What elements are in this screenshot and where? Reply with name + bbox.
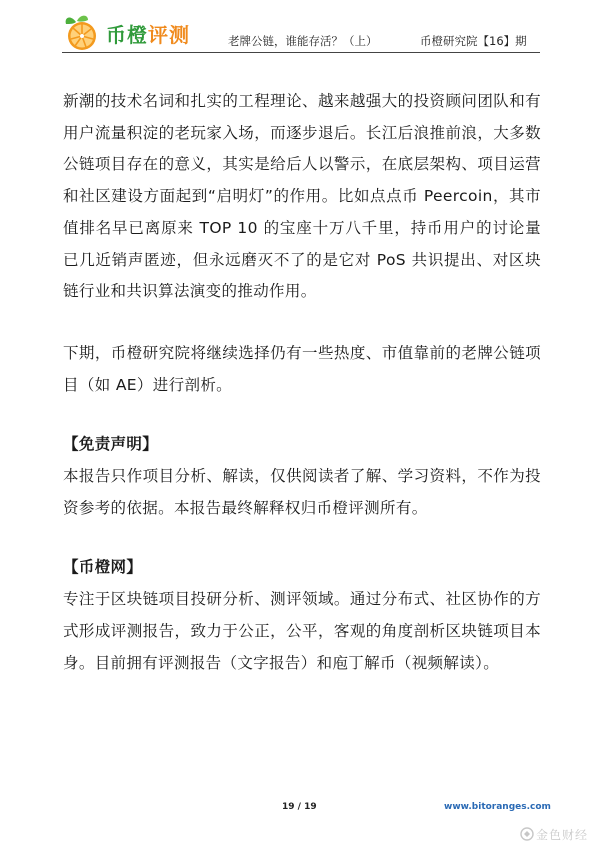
bitoranges-logo (62, 12, 212, 52)
paragraph-next-issue: 下期，币橙研究院将继续选择仍有一些热度、市值靠前的老牌公链项目（如 AE）进行剖析。 (63, 343, 541, 394)
page-number: 19 / 19 (282, 802, 317, 812)
disclaimer-text: 本报告只作项目分析、解读，仅供阅读者了解、学习资料，不作为投资参考的依据。本报告最终解释权归币橙评测所有。 (63, 467, 541, 517)
about-text: 专注于区块链项目投研分析、测评领域。通过分布式、社区协作的方式形成评测报告，致力于公正，公平，客观的角度剖析区块链项目本身。目前拥有评测报告（文字报告）和庖丁解币（视频解读）。 (63, 590, 541, 672)
header-divider (62, 52, 540, 53)
watermark-logo-icon (520, 827, 534, 841)
footer-site-link[interactable]: www.bitoranges.com (444, 802, 551, 812)
paragraph-conclusion: 新潮的技术名词和扎实的工程理论、越来越强大的投资顾问团队和有用户流量积淀的老玩家入场，而逐步退后。长江后浪推前浪，大多数公链项目存在的意义，其实是给后人以警示，在底层架构、项目运营和社区建设方面起到“启明灯”的作用。比如点点币 Peercoin，其市值排名早已离原来 TOP 10 的宝座十万八千里，持币用户的讨论量已几近销声匿迹，但永远磨灭不了的是它对 PoS 共识提出、对区块链行业和共识算法演变的推动作用。 (63, 92, 541, 301)
orange-slice-icon (62, 12, 106, 52)
disclaimer-heading: 【免责声明】 (63, 435, 159, 454)
page-header (0, 0, 600, 56)
header-issue-label: 币橙研究院【16】期 (420, 34, 527, 48)
logo-text-part1: 币橙 (106, 23, 148, 47)
paragraph-spacer (63, 401, 541, 429)
jinse-finance-watermark-icon (520, 824, 596, 844)
watermark-text: 金色财经 (536, 828, 589, 842)
about-heading: 【币橙网】 (63, 558, 143, 577)
paragraph-spacer (63, 308, 541, 338)
header-document-title: 老牌公链，谁能存活？（上） (228, 34, 378, 48)
logo-wordmark (106, 19, 190, 48)
page-content (63, 86, 541, 679)
logo-text-part2: 评测 (148, 23, 190, 47)
paragraph-spacer (63, 524, 541, 552)
